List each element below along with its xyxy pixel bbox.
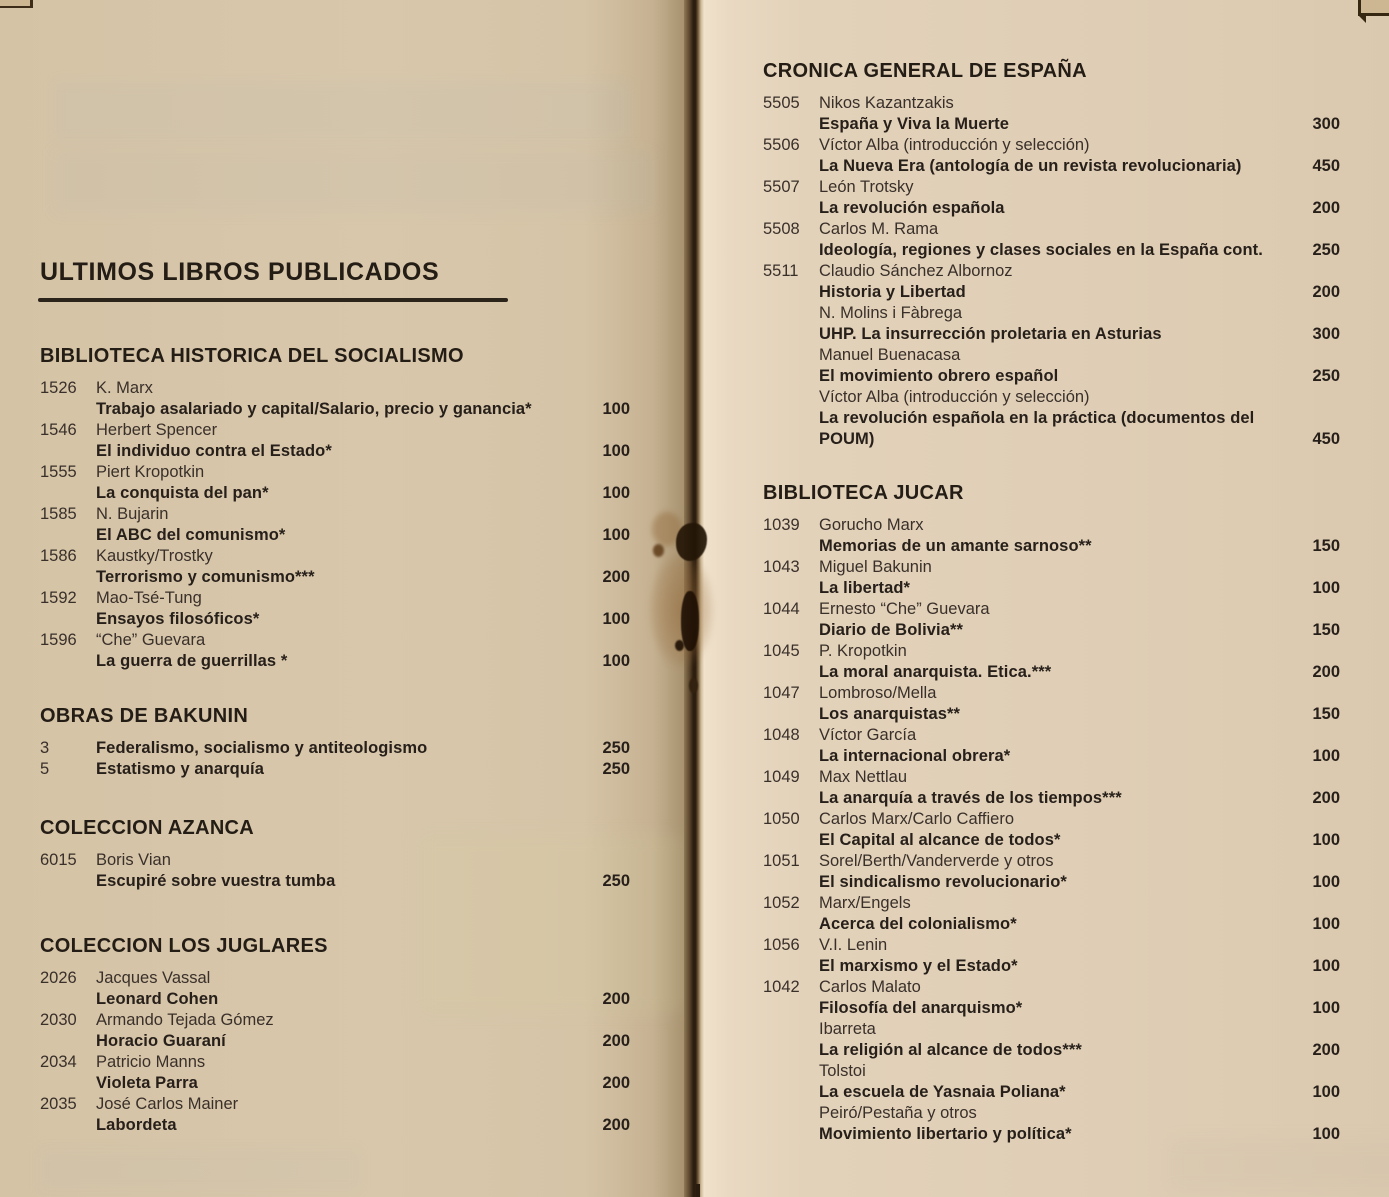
price-value: 100 bbox=[602, 484, 630, 502]
book-title: POUM) bbox=[819, 430, 875, 448]
catalog-row bbox=[40, 378, 630, 399]
catalog-row bbox=[763, 240, 1340, 261]
book-title: La escuela de Yasnaia Poliana* bbox=[819, 1083, 1066, 1101]
price-value: 100 bbox=[602, 526, 630, 544]
catalog-row bbox=[763, 977, 1340, 998]
item-number bbox=[40, 567, 96, 588]
section-content bbox=[40, 934, 630, 1136]
book-title: La libertad* bbox=[819, 579, 911, 597]
author-name: Ibarreta bbox=[819, 1020, 876, 1038]
item-number: 1586 bbox=[40, 547, 77, 565]
catalog-row bbox=[40, 1010, 630, 1031]
right-page bbox=[700, 0, 1389, 1197]
catalog-row bbox=[763, 429, 1340, 450]
book-title: Ideología, regiones y clases sociales en la España cont. bbox=[819, 241, 1263, 259]
book-title: El Capital al alcance de todos* bbox=[819, 831, 1061, 849]
author-name: León Trotsky bbox=[819, 178, 914, 196]
price-value: 450 bbox=[1312, 430, 1340, 448]
author-name: Nikos Kazantzakis bbox=[819, 94, 954, 112]
catalog-row bbox=[40, 588, 630, 609]
catalog-row bbox=[763, 998, 1340, 1019]
item-number bbox=[40, 1073, 96, 1094]
item-number bbox=[763, 324, 819, 345]
author-name: P. Kropotkin bbox=[819, 642, 907, 660]
section-heading: BIBLIOTECA HISTORICA DEL SOCIALISMO bbox=[40, 345, 464, 367]
catalog-row bbox=[40, 738, 630, 759]
item-number bbox=[763, 914, 819, 935]
price-value: 100 bbox=[602, 610, 630, 628]
price-value: 100 bbox=[602, 652, 630, 670]
catalog-row bbox=[763, 956, 1340, 977]
book-title: España y Viva la Muerte bbox=[819, 115, 1010, 133]
section-heading: COLECCION LOS JUGLARES bbox=[40, 935, 328, 957]
catalog-row bbox=[763, 282, 1340, 303]
book-title: Trabajo asalariado y capital/Salario, precio y ganancia* bbox=[96, 400, 532, 418]
item-number: 1045 bbox=[763, 642, 800, 660]
catalog-row bbox=[763, 93, 1340, 114]
price-value: 200 bbox=[602, 990, 630, 1008]
item-number: 1585 bbox=[40, 505, 77, 523]
item-number bbox=[40, 399, 96, 420]
book-title: La Nueva Era (antología de un revista revolucionaria) bbox=[819, 157, 1242, 175]
item-number: 3 bbox=[40, 739, 50, 757]
catalog-row bbox=[40, 1073, 630, 1094]
book-title: Federalismo, socialismo y antiteologismo bbox=[96, 739, 428, 757]
show-through-band bbox=[55, 82, 630, 140]
author-name: Carlos M. Rama bbox=[819, 220, 939, 238]
catalog-row bbox=[763, 135, 1340, 156]
catalog-row bbox=[40, 630, 630, 651]
item-number bbox=[763, 1103, 819, 1124]
item-number bbox=[763, 198, 819, 219]
scan-corner-mark bbox=[0, 0, 33, 8]
author-name: Mao-Tsé-Tung bbox=[96, 589, 202, 607]
book-title: Movimiento libertario y política* bbox=[819, 1125, 1072, 1143]
item-number bbox=[40, 651, 96, 672]
catalog-row bbox=[763, 1082, 1340, 1103]
book-title: La guerra de guerrillas * bbox=[96, 652, 288, 670]
price-value: 100 bbox=[1312, 915, 1340, 933]
catalog-row bbox=[763, 114, 1340, 135]
price-value: 100 bbox=[1312, 747, 1340, 765]
item-number bbox=[40, 989, 96, 1010]
item-number bbox=[763, 578, 819, 599]
catalog-row bbox=[40, 759, 630, 780]
catalog-row bbox=[763, 641, 1340, 662]
author-name: V.I. Lenin bbox=[819, 936, 888, 954]
item-number bbox=[763, 345, 819, 366]
catalog-row bbox=[40, 1031, 630, 1052]
catalog-row bbox=[763, 198, 1340, 219]
section-heading: CRONICA GENERAL DE ESPAÑA bbox=[763, 60, 1087, 82]
section-heading: OBRAS DE BAKUNIN bbox=[40, 705, 249, 727]
price-value: 100 bbox=[1312, 873, 1340, 891]
author-name: Peiró/Pestaña y otros bbox=[819, 1104, 977, 1122]
item-number bbox=[40, 609, 96, 630]
author-name: “Che” Guevara bbox=[96, 631, 206, 649]
catalog-row bbox=[763, 725, 1340, 746]
book-title: Los anarquistas** bbox=[819, 705, 961, 723]
catalog-row bbox=[40, 567, 630, 588]
price-value: 200 bbox=[602, 1074, 630, 1092]
catalog-row bbox=[763, 261, 1340, 282]
gutter-stain-spot bbox=[681, 591, 699, 651]
item-number: 1052 bbox=[763, 894, 800, 912]
book-title: El ABC del comunismo* bbox=[96, 526, 286, 544]
author-name: Lombroso/Mella bbox=[819, 684, 937, 702]
catalog-row bbox=[763, 935, 1340, 956]
item-number bbox=[763, 998, 819, 1019]
catalog-row bbox=[763, 1124, 1340, 1145]
book-title: Escupiré sobre vuestra tumba bbox=[96, 872, 336, 890]
catalog-row bbox=[763, 872, 1340, 893]
author-name: N. Bujarin bbox=[96, 505, 169, 523]
catalog-rows bbox=[40, 378, 630, 672]
author-name: Gorucho Marx bbox=[819, 516, 924, 534]
left-page bbox=[0, 0, 687, 1197]
price-value: 100 bbox=[602, 400, 630, 418]
author-name: Piert Kropotkin bbox=[96, 463, 205, 481]
item-number: 1596 bbox=[40, 631, 77, 649]
catalog-row bbox=[763, 830, 1340, 851]
gutter-stain-spot bbox=[689, 678, 698, 693]
price-value: 200 bbox=[1312, 199, 1340, 217]
item-number: 5506 bbox=[763, 136, 800, 154]
catalog-row bbox=[763, 767, 1340, 788]
book-title: Memorias de un amante sarnoso** bbox=[819, 537, 1092, 555]
author-name: Carlos Malato bbox=[819, 978, 921, 996]
author-name: Miguel Bakunin bbox=[819, 558, 932, 576]
book-title: La moral anarquista. Etica.*** bbox=[819, 663, 1052, 681]
item-number bbox=[763, 1124, 819, 1145]
item-number bbox=[763, 1040, 819, 1061]
catalog-row bbox=[763, 345, 1340, 366]
item-number: 5511 bbox=[763, 262, 799, 280]
catalog-row bbox=[40, 1115, 630, 1136]
item-number: 1051 bbox=[763, 852, 800, 870]
catalog-row bbox=[763, 408, 1340, 429]
price-value: 300 bbox=[1312, 325, 1340, 343]
book-title: La internacional obrera* bbox=[819, 747, 1011, 765]
author-name: K. Marx bbox=[96, 379, 153, 397]
catalog-row bbox=[40, 871, 630, 892]
catalog-rows bbox=[763, 93, 1340, 450]
book-title: Ensayos filosóficos* bbox=[96, 610, 260, 628]
catalog-row bbox=[763, 578, 1340, 599]
item-number bbox=[763, 1019, 819, 1040]
price-value: 100 bbox=[1312, 999, 1340, 1017]
catalog-row bbox=[763, 788, 1340, 809]
book-title: El marxismo y el Estado* bbox=[819, 957, 1018, 975]
book-title: Violeta Parra bbox=[96, 1074, 198, 1092]
catalog-row bbox=[40, 850, 630, 871]
item-number bbox=[763, 1082, 819, 1103]
catalog-row bbox=[763, 557, 1340, 578]
author-name: Ernesto “Che” Guevara bbox=[819, 600, 990, 618]
catalog-row bbox=[40, 546, 630, 567]
book-title: Horacio Guaraní bbox=[96, 1032, 226, 1050]
item-number bbox=[763, 408, 819, 429]
item-number bbox=[40, 441, 96, 462]
author-name: Jacques Vassal bbox=[96, 969, 211, 987]
catalog-row bbox=[40, 989, 630, 1010]
price-value: 150 bbox=[1312, 621, 1340, 639]
book-title: Labordeta bbox=[96, 1116, 177, 1134]
item-number: 5 bbox=[40, 760, 50, 778]
book-title: Acerca del colonialismo* bbox=[819, 915, 1017, 933]
section-content bbox=[40, 704, 630, 780]
book-title: La conquista del pan* bbox=[96, 484, 269, 502]
catalog-row bbox=[40, 1094, 630, 1115]
section-heading: BIBLIOTECA JUCAR bbox=[763, 482, 964, 504]
item-number: 2030 bbox=[40, 1011, 77, 1029]
book-title: El movimiento obrero español bbox=[819, 367, 1059, 385]
catalog-row bbox=[763, 599, 1340, 620]
catalog-row bbox=[40, 525, 630, 546]
book-title: Terrorismo y comunismo*** bbox=[96, 568, 315, 586]
catalog-row bbox=[40, 483, 630, 504]
author-name: Tolstoi bbox=[819, 1062, 866, 1080]
item-number: 1526 bbox=[40, 379, 77, 397]
item-number bbox=[763, 704, 819, 725]
author-name: José Carlos Mainer bbox=[96, 1095, 239, 1113]
catalog-row bbox=[763, 683, 1340, 704]
catalog-row bbox=[40, 504, 630, 525]
page-title: ULTIMOS LIBROS PUBLICADOS bbox=[40, 258, 440, 286]
item-number bbox=[40, 483, 96, 504]
catalog-row bbox=[763, 366, 1340, 387]
catalog-row bbox=[40, 609, 630, 630]
book-title: Leonard Cohen bbox=[96, 990, 219, 1008]
author-name: Boris Vian bbox=[96, 851, 171, 869]
price-value: 250 bbox=[602, 760, 630, 778]
item-number bbox=[763, 830, 819, 851]
catalog-rows bbox=[40, 968, 630, 1136]
item-number: 1050 bbox=[763, 810, 800, 828]
show-through-band bbox=[40, 1150, 360, 1190]
author-name: Sorel/Berth/Vanderverde y otros bbox=[819, 852, 1054, 870]
item-number bbox=[763, 387, 819, 408]
item-number: 2026 bbox=[40, 969, 77, 987]
section-content bbox=[40, 344, 630, 672]
book-title: Historia y Libertad bbox=[819, 283, 966, 301]
item-number: 5507 bbox=[763, 178, 800, 196]
catalog-rows bbox=[763, 515, 1340, 1145]
catalog-row bbox=[40, 651, 630, 672]
catalog-row bbox=[763, 1061, 1340, 1082]
catalog-row bbox=[763, 746, 1340, 767]
price-value: 450 bbox=[1312, 157, 1340, 175]
catalog-row bbox=[763, 851, 1340, 872]
item-number: 1044 bbox=[763, 600, 800, 618]
author-name: Patricio Manns bbox=[96, 1053, 206, 1071]
section-heading: COLECCION AZANCA bbox=[40, 817, 255, 839]
price-value: 100 bbox=[1312, 1083, 1340, 1101]
catalog-row bbox=[763, 809, 1340, 830]
item-number: 1042 bbox=[763, 978, 800, 996]
price-value: 100 bbox=[1312, 1125, 1340, 1143]
author-name: Herbert Spencer bbox=[96, 421, 218, 439]
item-number: 1047 bbox=[763, 684, 800, 702]
catalog-row bbox=[40, 420, 630, 441]
book-title: Estatismo y anarquía bbox=[96, 760, 264, 778]
section-content bbox=[763, 481, 1340, 1145]
author-name: Claudio Sánchez Albornoz bbox=[819, 262, 1013, 280]
price-value: 250 bbox=[1312, 241, 1340, 259]
catalog-rows bbox=[40, 850, 630, 892]
price-value: 250 bbox=[1312, 367, 1340, 385]
author-name: Marx/Engels bbox=[819, 894, 911, 912]
catalog-row bbox=[40, 462, 630, 483]
author-name: Max Nettlau bbox=[819, 768, 908, 786]
price-value: 200 bbox=[1312, 663, 1340, 681]
price-value: 200 bbox=[602, 1116, 630, 1134]
catalog-row bbox=[763, 219, 1340, 240]
item-number bbox=[40, 525, 96, 546]
price-value: 300 bbox=[1312, 115, 1340, 133]
author-name: Víctor García bbox=[819, 726, 917, 744]
book-title: El individuo contra el Estado* bbox=[96, 442, 332, 460]
price-value: 150 bbox=[1312, 705, 1340, 723]
catalog-row bbox=[763, 1103, 1340, 1124]
item-number bbox=[763, 746, 819, 767]
price-value: 250 bbox=[602, 872, 630, 890]
catalog-row bbox=[40, 399, 630, 420]
catalog-row bbox=[763, 156, 1340, 177]
catalog-row bbox=[763, 620, 1340, 641]
book-title: La anarquía a través de los tiempos*** bbox=[819, 789, 1122, 807]
book-title: Filosofía del anarquismo* bbox=[819, 999, 1023, 1017]
catalog-row bbox=[763, 387, 1340, 408]
book-title: La revolución española en la práctica (documentos del bbox=[819, 409, 1255, 427]
author-name: Manuel Buenacasa bbox=[819, 346, 961, 364]
author-name: Kaustky/Trostky bbox=[96, 547, 213, 565]
item-number bbox=[763, 662, 819, 683]
book-title: La revolución española bbox=[819, 199, 1005, 217]
catalog-row bbox=[40, 968, 630, 989]
catalog-row bbox=[40, 1052, 630, 1073]
item-number: 1555 bbox=[40, 463, 77, 481]
item-number bbox=[763, 872, 819, 893]
author-name: Carlos Marx/Carlo Caffiero bbox=[819, 810, 1015, 828]
catalog-row bbox=[763, 515, 1340, 536]
catalog-rows bbox=[40, 738, 630, 780]
item-number bbox=[763, 788, 819, 809]
book-title: El sindicalismo revolucionario* bbox=[819, 873, 1067, 891]
item-number bbox=[763, 536, 819, 557]
title-underline bbox=[38, 298, 508, 302]
item-number: 5505 bbox=[763, 94, 800, 112]
section-content bbox=[40, 816, 630, 892]
item-number: 6015 bbox=[40, 851, 77, 869]
price-value: 100 bbox=[602, 442, 630, 460]
price-value: 200 bbox=[602, 568, 630, 586]
catalog-row bbox=[763, 914, 1340, 935]
item-number: 1592 bbox=[40, 589, 77, 607]
author-name: Armando Tejada Gómez bbox=[96, 1011, 274, 1029]
price-value: 200 bbox=[1312, 1041, 1340, 1059]
item-number bbox=[763, 620, 819, 641]
gutter-stain-spot bbox=[675, 640, 684, 651]
item-number bbox=[40, 871, 96, 892]
price-value: 100 bbox=[1312, 831, 1340, 849]
gutter-stain-spot bbox=[653, 544, 664, 557]
author-name: Víctor Alba (introducción y selección) bbox=[819, 136, 1090, 154]
item-number bbox=[40, 1031, 96, 1052]
catalog-row bbox=[40, 441, 630, 462]
item-number: 2034 bbox=[40, 1053, 77, 1071]
item-number: 1043 bbox=[763, 558, 800, 576]
show-through-band bbox=[55, 150, 655, 212]
item-number: 1049 bbox=[763, 768, 800, 786]
price-value: 100 bbox=[1312, 579, 1340, 597]
catalog-row bbox=[763, 536, 1340, 557]
show-through-band bbox=[1170, 1140, 1389, 1190]
item-number: 5508 bbox=[763, 220, 800, 238]
book-title: La religión al alcance de todos*** bbox=[819, 1041, 1082, 1059]
book-title: Diario de Bolivia** bbox=[819, 621, 964, 639]
catalog-row bbox=[763, 1019, 1340, 1040]
price-value: 100 bbox=[1312, 957, 1340, 975]
scan-edge-mark bbox=[696, 1184, 700, 1197]
catalog-row bbox=[763, 662, 1340, 683]
item-number bbox=[763, 429, 819, 450]
item-number bbox=[763, 156, 819, 177]
price-value: 150 bbox=[1312, 537, 1340, 555]
price-value: 200 bbox=[1312, 789, 1340, 807]
item-number bbox=[763, 303, 819, 324]
catalog-row bbox=[763, 303, 1340, 324]
section-content bbox=[763, 59, 1340, 450]
item-number: 1056 bbox=[763, 936, 800, 954]
item-number: 2035 bbox=[40, 1095, 77, 1113]
catalog-row bbox=[763, 177, 1340, 198]
item-number bbox=[40, 1115, 96, 1136]
item-number: 1048 bbox=[763, 726, 800, 744]
price-value: 200 bbox=[1312, 283, 1340, 301]
item-number bbox=[763, 282, 819, 303]
catalog-row bbox=[763, 324, 1340, 345]
item-number: 1039 bbox=[763, 516, 800, 534]
item-number bbox=[763, 366, 819, 387]
book-title: UHP. La insurrección proletaria en Asturias bbox=[819, 325, 1162, 343]
item-number bbox=[763, 1061, 819, 1082]
scan-corner-mark bbox=[1358, 0, 1389, 16]
catalog-row bbox=[763, 893, 1340, 914]
price-value: 250 bbox=[602, 739, 630, 757]
catalog-row bbox=[763, 704, 1340, 725]
item-number bbox=[763, 240, 819, 261]
price-value: 200 bbox=[602, 1032, 630, 1050]
author-name: N. Molins i Fàbrega bbox=[819, 304, 963, 322]
author-name: Víctor Alba (introducción y selección) bbox=[819, 388, 1090, 406]
item-number bbox=[763, 114, 819, 135]
item-number bbox=[763, 956, 819, 977]
catalog-row bbox=[763, 1040, 1340, 1061]
item-number: 1546 bbox=[40, 421, 77, 439]
